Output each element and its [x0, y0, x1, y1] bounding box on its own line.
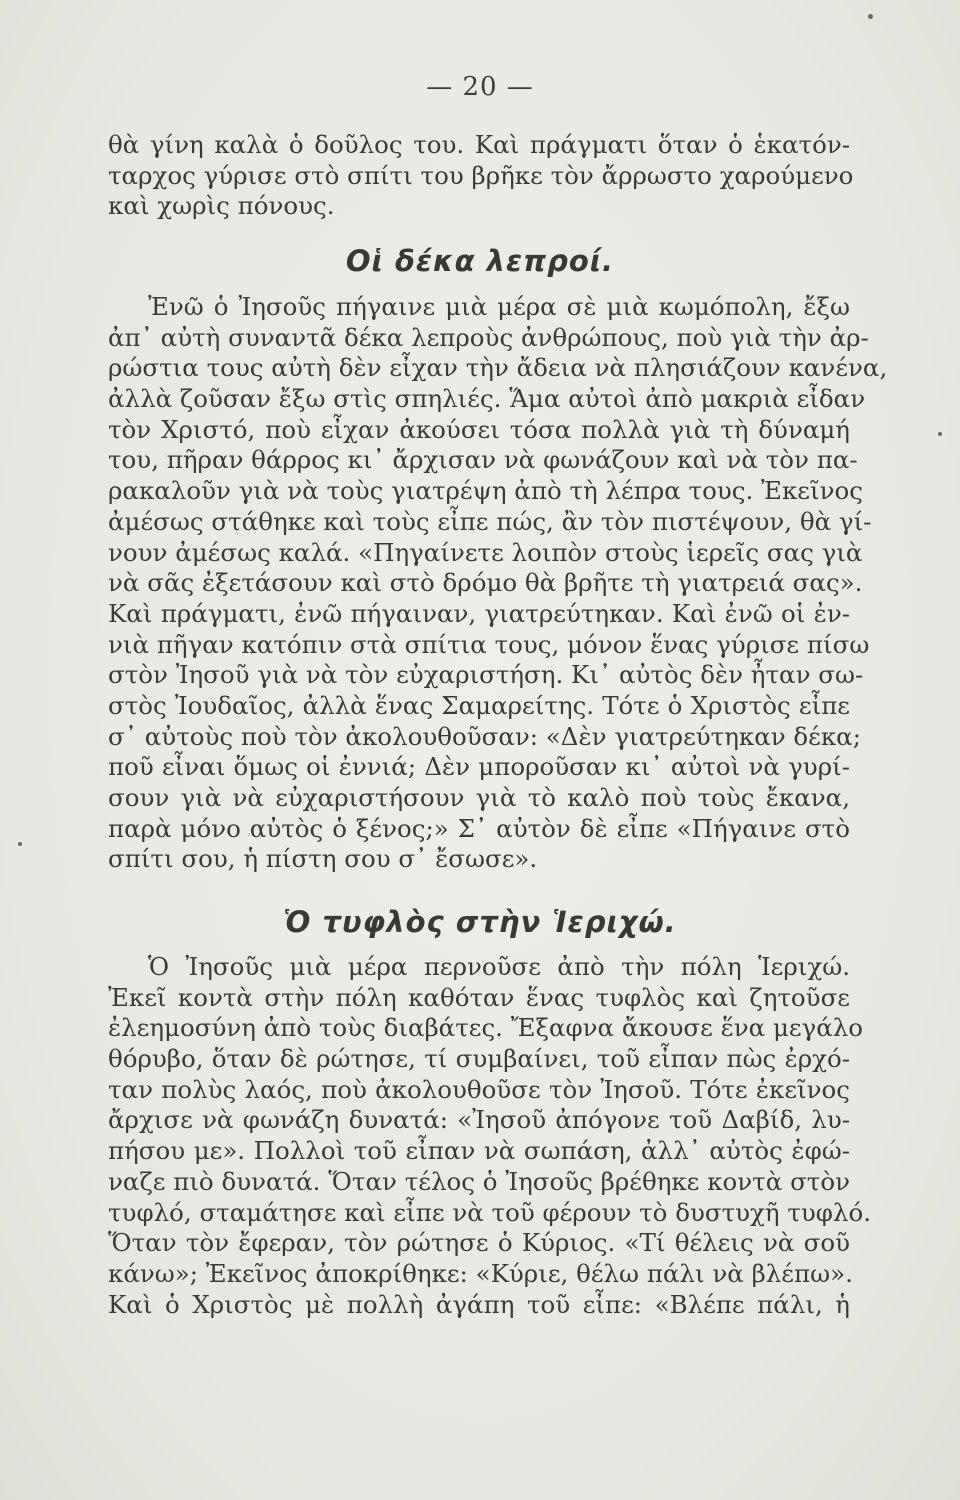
- text-line: σπίτι σου, ἡ πίστη σου σ᾿ ἔσωσε».: [108, 844, 538, 874]
- text-line: ἀμέσως στάθηκε καὶ τοὺς εἶπε πώς, ἂν τὸν πιστέψουν, θὰ γί-: [108, 506, 872, 536]
- text-line: νὰ σᾶς ἐξετάσουν καὶ στὸ δρόμο θὰ βρῆτε τὴ γιατρειά σας».: [108, 568, 863, 598]
- text-line: σουν γιὰ νὰ εὐχαριστήσουν γιὰ τὸ καλὸ ποὺ τοὺς ἔκανα,: [108, 783, 850, 812]
- text-line: ρώστια τους αὐτὴ δὲν εἶχαν τὴν ἄδεια νὰ πλησιάζουν κανένα,: [108, 353, 888, 383]
- text-line: νιὰ πῆγαν κατόπιν στὰ σπίτια τους, μόνον ἕνας γύρισε πίσω: [108, 629, 870, 659]
- text-line: Ἐνῶ ὁ Ἰησοῦς πήγαινε μιὰ μέρα σὲ μιὰ κωμόπολη, ἔξω: [148, 292, 850, 321]
- text-line: θόρυβο, ὅταν δὲ ρώτησε, τί συμβαίνει, τοῦ εἶπαν πὼς ἐρχό-: [108, 1044, 850, 1074]
- text-line: στὸς Ἰουδαῖος, ἀλλὰ ἕνας Σαμαρείτης. Τότε ὁ Χριστὸς εἶπε: [108, 690, 850, 720]
- text-line: ἀπ᾿ αὐτὴ συναντᾶ δέκα λεπροὺς ἀνθρώπους, ποὺ γιὰ τὴν ἀρ-: [108, 322, 869, 352]
- intro-paragraph: [108, 130, 854, 222]
- text-line: Ὅταν τὸν ἔφεραν, τὸν ρώτησε ὁ Κύριος. «Τί θέλεις νὰ σοῦ: [108, 1228, 850, 1258]
- blind-man-paragraph: [108, 952, 871, 1320]
- text-line: σ᾿ αὐτοὺς ποὺ τὸν ἀκολουθοῦσαν: «Δὲν γιατρεύτηκαν δέκα;: [108, 721, 861, 751]
- text-line: του, πῆραν θάρρος κι᾿ ἄρχισαν νὰ φωνάζουν καὶ νὰ τὸν πα-: [108, 445, 858, 475]
- text-line: Καὶ πράγματι, ἐνῶ πήγαιναν, γιατρεύτηκαν. Καὶ ἐνῶ οἱ ἐν-: [108, 598, 850, 628]
- print-speck: [868, 14, 873, 19]
- section-heading-blind-man-jericho: Ὁ τυφλὸς στὴν Ἱεριχώ.: [283, 905, 677, 939]
- text-line: ἀλλὰ ζοῦσαν ἔξω στὶς σπηλιές. Ἅμα αὐτοὶ ἀπὸ μακριὰ εἶδαν: [108, 384, 866, 414]
- text-line: τυφλό, σταμάτησε καὶ εἶπε νὰ τοῦ φέρουν τὸ δυστυχῆ τυφλό.: [108, 1197, 871, 1227]
- text-line: παρὰ μόνο αὐτὸς ὁ ξένος;» Σ᾿ αὐτὸν δὲ εἶπε «Πήγαινε στὸ: [108, 813, 850, 843]
- text-line: ταν πολὺς λαός, ποὺ ἀκολουθοῦσε τὸν Ἰησοῦ. Τότε ἐκεῖνος: [108, 1074, 850, 1104]
- text-line: Καὶ ὁ Χριστὸς μὲ πολλὴ ἀγάπη τοῦ εἶπε: «Βλέπε πάλι, ἡ: [108, 1289, 850, 1319]
- text-line: κάνω»; Ἐκεῖνος ἀποκρίθηκε: «Κύριε, θέλω πάλι νὰ βλέπω».: [108, 1258, 853, 1288]
- page-number: — 20 —: [426, 72, 534, 102]
- print-speck: [938, 432, 942, 436]
- section-heading-ten-lepers: Οἱ δέκα λεπροί.: [345, 244, 615, 278]
- text-line: ναζε πιὸ δυνατά. Ὅταν τέλος ὁ Ἰησοῦς βρέθηκε κοντὰ στὸν: [108, 1166, 850, 1196]
- text-line: ποῦ εἶναι ὅμως οἱ ἐννιά; Δὲν μποροῦσαν κι᾿ αὐτοὶ νὰ γυρί-: [108, 752, 850, 782]
- text-line: θὰ γίνη καλὰ ὁ δοῦλος του. Καὶ πράγματι ὅταν ὁ ἑκατόν-: [108, 130, 850, 159]
- text-line: τὸν Χριστό, ποὺ εἶχαν ἀκούσει τόσα πολλὰ γιὰ τὴ δύναμή: [108, 414, 850, 444]
- ten-lepers-paragraph: [108, 292, 888, 875]
- print-speck: [18, 842, 22, 846]
- text-line: νουν ἀμέσως καλά. «Πηγαίνετε λοιπὸν στοὺς ἱερεῖς σας γιὰ: [108, 537, 863, 567]
- text-line: ρακαλοῦν γιὰ νὰ τοὺς γιατρέψη ἀπὸ τὴ λέπρα τους. Ἐκεῖνος: [108, 476, 863, 506]
- text-line: Ὁ Ἰησοῦς μιὰ μέρα περνοῦσε ἀπὸ τὴν πόλη Ἱεριχώ.: [148, 952, 850, 981]
- text-line: Ἐκεῖ κοντὰ στὴν πόλη καθόταν ἕνας τυφλὸς καὶ ζητοῦσε: [108, 982, 850, 1012]
- text-line: καὶ χωρὶς πόνους.: [108, 191, 335, 221]
- text-line: πήσου με». Πολλοὶ τοῦ εἶπαν νὰ σωπάση, ἀλλ᾿ αὐτὸς ἐφώ-: [108, 1136, 850, 1166]
- text-line: ἄρχισε νὰ φωνάζη δυνατά: «Ἰησοῦ ἀπόγονε τοῦ Δαβίδ, λυ-: [108, 1105, 850, 1135]
- text-line: στὸν Ἰησοῦ γιὰ νὰ τὸν εὐχαριστήση. Κι᾿ αὐτὸς δὲν ἦταν σω-: [108, 660, 864, 690]
- text-line: ἐλεημοσύνη ἀπὸ τοὺς διαβάτες. Ἔξαφνα ἄκουσε ἕνα μεγάλο: [108, 1013, 864, 1043]
- text-line: ταρχος γύρισε στὸ σπίτι του βρῆκε τὸν ἄρρωστο χαρούμενο: [108, 160, 854, 190]
